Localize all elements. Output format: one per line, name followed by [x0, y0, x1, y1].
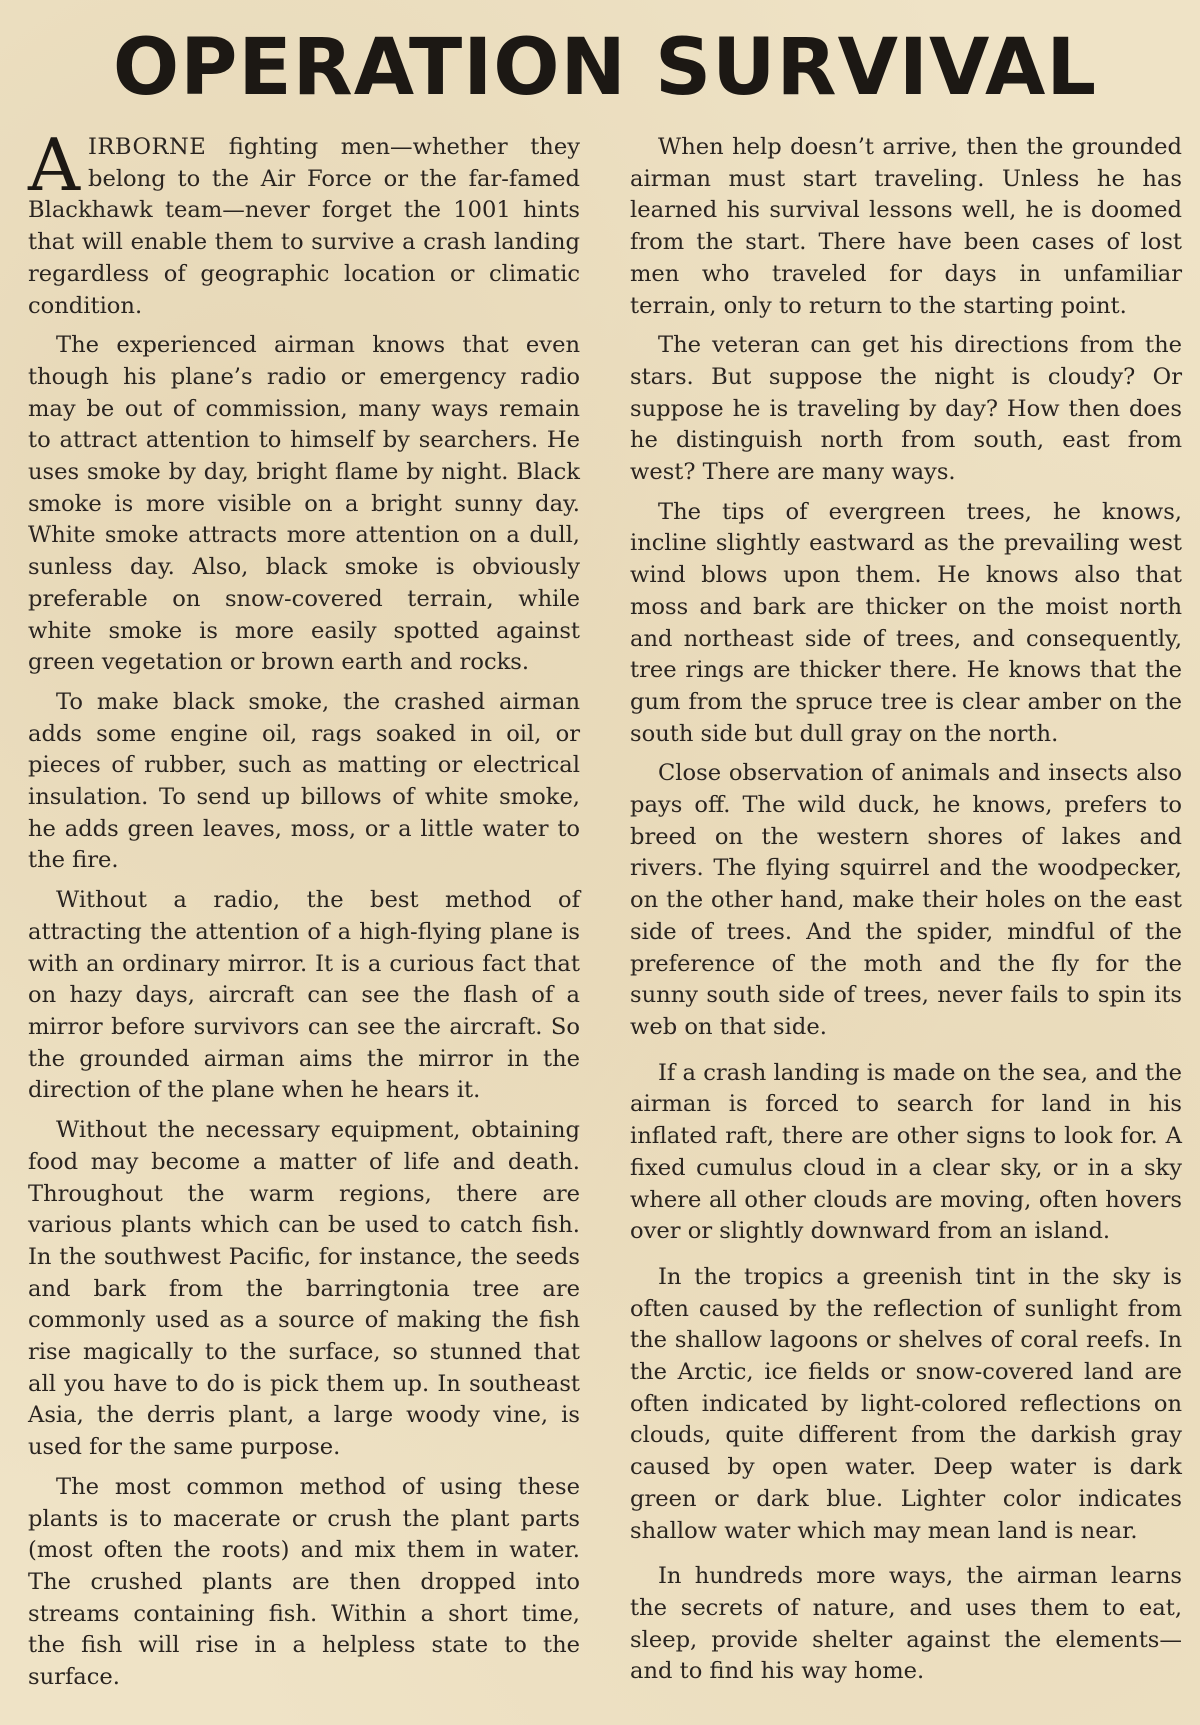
- paragraph: Without a radio, the best method of attracting the attention of a high-flying plane is with an ordinary mirror. It is a curious fact that on hazy days, aircraft can see the flash of a mirror before survivors can see the aircraft. So the grounded airman aims the mirror in the direction of the plane when he hears it.: [28, 887, 580, 1104]
- lead-word: IRBORNE: [88, 134, 207, 160]
- left-column: [28, 123, 580, 1702]
- paragraph: Without the necessary equipment, obtaining food may become a matter of life and death. Throughout the warm regions, there are various plants which can be used to catch fish. In the southwest Pacific, for instance, the seeds and bark from the barringtonia tree are commonly used as a source of making the fish rise magically to the surface, so stunned that all you have to do is pick them up. In southeast Asia, the derris plant, a large woody vine, is used for the same purpose.: [28, 1117, 580, 1461]
- paragraph: To make black smoke, the crashed airman adds some engine oil, rags soaked in oil, or pieces of rubber, such as matting or electrical insulation. To send up billows of white smoke, he adds green leaves, moss, or a little water to the fire.: [28, 688, 580, 874]
- paragraph: The tips of evergreen trees, he knows, incline slightly eastward as the prevailing west wind blows upon them. He knows also that moss and bark are thicker on the moist north and northeast side of trees, and consequently, tree rings are thicker there. He knows that the gum from the spruce tree is clear amber on the south side but dull gray on the north.: [630, 498, 1182, 747]
- paragraph: If a crash landing is made on the sea, and the airman is forced to search for land in his inflated raft, there are other signs to look for. A fixed cumulus cloud in a clear sky, or in a sky where all other clouds are moving, often hovers over or slightly downward from an island.: [630, 1059, 1182, 1245]
- paragraph: When help doesn’t arrive, then the grounded airman must start traveling. Unless he has learned his survival lessons well, he is doomed from the start. There have been cases of lost men who traveled for days in unfamiliar terrain, only to return to the starting point.: [630, 134, 1182, 319]
- paragraph: In the tropics a greenish tint in the sky is often caused by the reflection of sunlight from the shallow lagoons or shelves of coral reefs. In the Arctic, ice fields or snow-covered land are often indicated by light-colored reflections on clouds, quite different from the darkish gray caused by open water. Deep water is dark green or dark blue. Lighter color indicates shallow water which may mean land is near.: [630, 1263, 1182, 1544]
- article-title: OPERATION SURVIVAL: [112, 23, 1098, 113]
- paragraph: In hundreds more ways, the airman learns the secrets of nature, and uses them to eat, sleep, provide shelter against the elements—and to find his way home.: [630, 1563, 1182, 1685]
- paragraph: The experienced airman knows that even though his plane’s radio or emergency radio may be out of commission, many ways remain to attract attention to himself by searchers. He uses smoke by day, bright flame by night. Black smoke is more visible on a bright sunny day. White smoke attracts more attention on a dull, sunless day. Also, black smoke is obviously preferable on snow-covered terrain, while white smoke is more easily spotted against green vegetation or brown earth and rocks.: [28, 332, 580, 676]
- right-column: [630, 132, 1182, 1702]
- paragraph-intro: [28, 123, 580, 322]
- paragraph: The most common method of using these plants is to macerate or crush the plant parts (most often the roots) and mix them in water. The crushed plants are then dropped into streams containing fish. Within a short time, the fish will rise in a helpless state to the surface.: [28, 1473, 580, 1691]
- drop-cap: A: [28, 123, 80, 207]
- paragraph: Close observation of animals and insects also pays off. The wild duck, he knows, prefers to breed on the western shores of lakes and rivers. The flying squirrel and the woodpecker, on the other hand, make their holes on the east side of trees. And the spider, mindful of the preference of the moth and the fly for the sunny south side of trees, never fails to spin its web on that side.: [630, 760, 1182, 1040]
- article-columns: [28, 123, 1182, 1702]
- paragraph: The veteran can get his directions from the stars. But suppose the night is cloudy? Or suppose he is traveling by day? How then does he distinguish north from south, east from west? There are many ways.: [630, 332, 1182, 486]
- paragraph-intro-text: fighting men—whether they belong to the Air Force or the far-famed Blackhawk team—never forget the 1001 hints that will enable them to survive a crash landing regardless of geographic location or climatic condition.: [28, 134, 580, 319]
